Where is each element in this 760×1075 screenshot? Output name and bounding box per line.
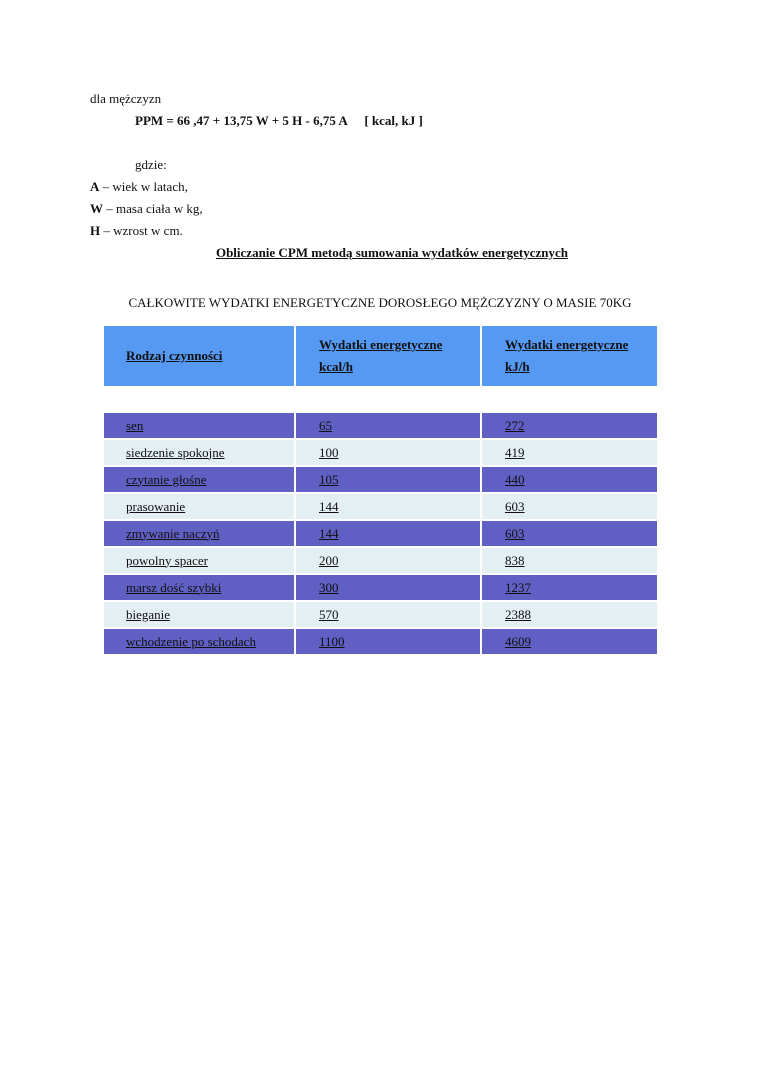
kcal-link[interactable]: 144: [319, 498, 339, 514]
kj-link[interactable]: 603: [505, 498, 525, 514]
activity-link[interactable]: zmywanie naczyń: [126, 525, 220, 541]
table-row: [104, 467, 657, 494]
activity-link[interactable]: czytanie głośne: [126, 471, 207, 487]
cell-kj: [482, 413, 657, 440]
header-kcal-unit: kcal/h: [319, 359, 353, 374]
cell-activity: [104, 575, 296, 602]
header-kj-label: Wydatki energetyczne: [505, 337, 629, 352]
activity-link[interactable]: prasowanie: [126, 498, 186, 514]
activity-link[interactable]: bieganie: [126, 606, 171, 622]
legend-symbol: W: [90, 201, 103, 216]
header-kcal: [296, 326, 482, 386]
cell-activity: [104, 440, 296, 467]
activity-link[interactable]: sen: [126, 417, 144, 433]
kj-link[interactable]: 4609: [505, 633, 531, 649]
cell-kcal: [296, 548, 482, 575]
activity-link[interactable]: powolny spacer: [126, 552, 208, 568]
table-row: [104, 440, 657, 467]
cell-activity: [104, 548, 296, 575]
kcal-link[interactable]: 1100: [319, 633, 345, 649]
cell-kcal: [296, 467, 482, 494]
cell-activity: [104, 413, 296, 440]
header-kj: [482, 326, 657, 386]
cell-kcal: [296, 521, 482, 548]
cell-kj: [482, 440, 657, 467]
cell-kcal: [296, 602, 482, 629]
section-subtitle: Obliczanie CPM metodą sumowania wydatków energetycznych: [215, 245, 569, 260]
cell-kj: [482, 494, 657, 521]
legend-item-h: [90, 223, 183, 239]
kj-link[interactable]: 272: [505, 417, 525, 433]
activity-link[interactable]: siedzenie spokojne: [126, 444, 225, 460]
cell-kj: [482, 602, 657, 629]
kcal-link[interactable]: 200: [319, 552, 339, 568]
intro-text: dla mężczyzn: [90, 91, 162, 106]
kj-link[interactable]: 419: [505, 444, 525, 460]
activity-link[interactable]: wchodzenie po schodach: [126, 633, 256, 649]
cell-kj: [482, 629, 657, 656]
cell-kcal: [296, 413, 482, 440]
kcal-link[interactable]: 105: [319, 471, 339, 487]
energy-table: [104, 326, 657, 656]
kj-link[interactable]: 440: [505, 471, 525, 487]
kcal-link[interactable]: 570: [319, 606, 339, 622]
legend-description: – wiek w latach,: [99, 179, 188, 194]
legend-item-w: [90, 201, 203, 217]
header-kj-unit: kJ/h: [505, 359, 530, 374]
table-row: [104, 494, 657, 521]
table-row: [104, 629, 657, 656]
cell-activity: [104, 629, 296, 656]
legend-symbol: A: [90, 179, 100, 194]
activity-link[interactable]: marsz dość szybki: [126, 579, 222, 595]
table-header-row: [104, 326, 657, 386]
cell-activity: [104, 602, 296, 629]
cell-kj: [482, 521, 657, 548]
kcal-link[interactable]: 65: [319, 417, 332, 433]
kcal-link[interactable]: 100: [319, 444, 339, 460]
legend-symbol: H: [90, 223, 101, 238]
table-row: [104, 575, 657, 602]
cell-kj: [482, 575, 657, 602]
cell-kj: [482, 548, 657, 575]
header-kcal-label: Wydatki energetyczne: [319, 337, 443, 352]
legend-description: – wzrost w cm.: [100, 223, 183, 238]
table-row: [104, 602, 657, 629]
cell-kcal: [296, 629, 482, 656]
formula-expression: PPM = 66 ,47 + 13,75 W + 5 H - 6,75 A: [135, 113, 348, 128]
table-title: CAŁKOWITE WYDATKI ENERGETYCZNE DOROSŁEGO MĘŻCZYZNY O MASIE 70KG: [128, 295, 632, 310]
cell-kcal: [296, 440, 482, 467]
header-activity-label: Rodzaj czynności: [126, 348, 223, 363]
formula-units: [ kcal, kJ ]: [364, 113, 423, 128]
table-row: [104, 521, 657, 548]
cell-kj: [482, 467, 657, 494]
cell-activity: [104, 521, 296, 548]
kj-link[interactable]: 1237: [505, 579, 531, 595]
kj-link[interactable]: 603: [505, 525, 525, 541]
table-row: [104, 413, 657, 440]
legend-item-a: [90, 179, 188, 195]
kcal-link[interactable]: 144: [319, 525, 339, 541]
cell-kcal: [296, 494, 482, 521]
cell-activity: [104, 494, 296, 521]
legend-description: – masa ciała w kg,: [103, 201, 203, 216]
cell-activity: [104, 467, 296, 494]
kj-link[interactable]: 838: [505, 552, 525, 568]
ppm-formula: [135, 113, 423, 129]
table-row: [104, 548, 657, 575]
where-label: gdzie:: [135, 157, 167, 172]
kcal-link[interactable]: 300: [319, 579, 339, 595]
header-activity: [104, 326, 296, 386]
kj-link[interactable]: 2388: [505, 606, 531, 622]
cell-kcal: [296, 575, 482, 602]
